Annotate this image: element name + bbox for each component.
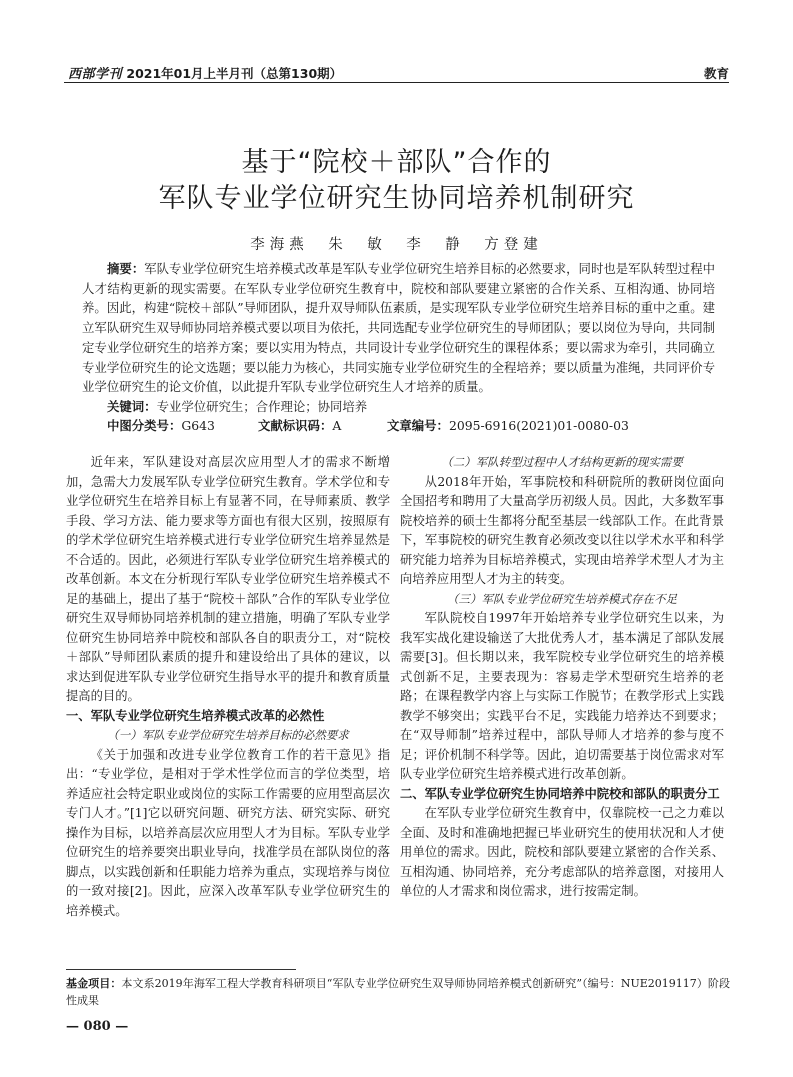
keywords-text: 专业学位研究生；合作理论；协同培养 — [156, 399, 368, 414]
journal-logo: 西部学刊 — [68, 67, 123, 82]
doc-code-value: A — [332, 418, 342, 433]
paragraph-2: 在军队专业学位研究生教育中，仅靠院校一己之力难以全面、及时和准确地把握已毕业研究生的使用状况和人才使用单位的需求。因此，院校和部队要建立紧密的合作关系、互相沟通、协同培养，充分考虑部队的培养意图，对接用人单位的人才需求和岗位需求，进行按需定制。 — [400, 806, 724, 898]
paragraph-1-2: 从2018年开始，军事院校和科研院所的教研岗位面向全国招考和聘用了大量高学历初级人员。因此，大多数军事院校培养的硕士生都将分配至基层一线部队工作。在此背景下，军事院校的研究生教育必须改变以往以学术水平和科学研究能力培养为目标培养模式，实现由培养学术型人才为主向培养应用型人才为主的转变。 — [400, 474, 724, 586]
clc-number — [107, 416, 215, 435]
clc-value: G643 — [181, 418, 215, 433]
paragraph-1-3: 军队院校自1997年开始培养专业学位研究生以来，为我军实战化建设输送了大批优秀人才，基本满足了部队发展需要[3]。但长期以来，我军院校专业学位研究生的培养模式创新不足，主要表现为：容易走学术型研究生培养的老路；在课程教学内容上与实际工作脱节；在教学形式上实践教学不够突出；实践平台不足，实践能力培养达不到要求；在“双导师制”培养过程中，部队导师人才培养的参与度不足；评价机制不科学等。因此，迫切需要基于岗位需求对军队专业学位研究生培养模式进行改革创新。 — [400, 611, 724, 781]
paragraph-1-1: 《关于加强和改进专业学位教育工作的若干意见》指出：“专业学位，是相对于学术性学位而言的学位类型，培养适应社会特定职业或岗位的实际工作需要的应用型高层次专门人才。”[1]它以研究问题、研究方法、研究实际、研究操作为目标，以培养高层次应用型人才为目标。军队专业学位研究生的培养要突出职业导向，找准学员在部队岗位的落脚点，以实践创新和任职能力培养为重点，实现培养与岗位的一致对接[2]。因此，应深入改革军队专业学位研究生的培养模式。 — [66, 747, 390, 918]
left-column — [66, 453, 390, 921]
header-rule — [64, 82, 729, 83]
document-code — [258, 416, 341, 435]
article-title-line-1: 基于“院校＋部队”合作的 — [241, 147, 552, 178]
author-list: 李海燕 朱 敏 李 静 方登建 — [250, 237, 543, 253]
article-number-label: 文章编号： — [387, 418, 449, 433]
section-label: 教育 — [703, 66, 729, 81]
page-number: — 080 — — [66, 1019, 129, 1034]
abstract-label: 摘要： — [107, 261, 145, 276]
funding-footnote — [66, 975, 730, 1009]
keywords-label: 关键词： — [107, 399, 157, 414]
article-number — [387, 416, 629, 435]
right-column — [400, 453, 724, 902]
article-title-line-2: 军队专业学位研究生协同培养机制研究 — [158, 183, 635, 214]
intro-paragraph: 近年来，军队建设对高层次应用型人才的需求不断增加，急需大力发展军队专业学位研究生教育。学术学位和专业学位研究生在培养目标上有显著不同，在导师素质、教学手段、学习方法、能力要求等方面也有很大区别，按照原有的学术学位研究生培养模式进行专业学位研究生培养显然是不合适的。因此，必须进行军队专业学位研究生培养模式的改革创新。本文在分析现行军队专业学位研究生培养模式不足的基础上，提出了基于“院校＋部队”合作的军队专业学位研究生双导师协同培养机制的建立措施，明确了军队专业学位研究生协同培养中院校和部队各自的职责分工，对“院校＋部队”导师团队素质的提升和建设给出了具体的建议，以求达到促进军队专业学位研究生指导水平的提升和教育质量提高的目的。 — [66, 455, 390, 703]
funding-label: 基金项目： — [66, 977, 122, 990]
funding-text: 本文系2019年海军工程大学教育科研项目“军队专业学位研究生双导师协同培养模式创新研究”（编号：NUE2019117）阶段性成果 — [66, 977, 731, 1007]
subsection-heading-1-2: （二）军队转型过程中人才结构更新的现实需要 — [441, 455, 683, 469]
abstract — [82, 259, 715, 397]
keywords — [82, 397, 715, 416]
subsection-heading-1-3: （三）军队专业学位研究生培养模式存在不足 — [447, 591, 677, 606]
doc-code-label: 文献标识码： — [258, 418, 333, 433]
abstract-text: 军队专业学位研究生培养模式改革是军队专业学位研究生培养目标的必然要求，同时也是军队转型过程中人才结构更新的现实需要。在军队专业学位研究生教育中，院校和部队要建立紧密的合作关系、互相沟通、协同培养。因此，构建“院校＋部队”导师团队，提升双导师队伍素质，是实现军队专业学位研究生培养目标的重中之重。建立军队研究生双导师协同培养模式要以项目为依托，共同选配专业学位研究生的导师团队；要以岗位为导向，共同制定专业学位研究生的培养方案；要以实用为特点，共同设计专业学位研究生的课程体系；要以需求为牵引，共同确立专业学位研究生的论文选题；要以能力为核心，共同实施专业学位研究生的全程培养；要以质量为准绳，共同评价专业学位研究生的论文价值，以此提升军队专业学位研究生人才培养的质量。 — [82, 261, 716, 395]
section-heading-2: 二、军队专业学位研究生协同培养中院校和部队的职责分工 — [400, 786, 720, 801]
subsection-heading-1-1: （一）军队专业学位研究生培养目标的必然要求 — [107, 728, 349, 742]
article-number-value: 2095-6916(2021)01-0080-03 — [448, 418, 629, 433]
section-heading-1: 一、军队专业学位研究生培养模式改革的必然性 — [66, 708, 325, 723]
footnote-rule — [66, 969, 296, 970]
running-header-left — [68, 63, 342, 82]
issue-info: 2021年01月上半月刊（总第130期） — [126, 66, 343, 81]
clc-label: 中图分类号： — [107, 418, 182, 433]
